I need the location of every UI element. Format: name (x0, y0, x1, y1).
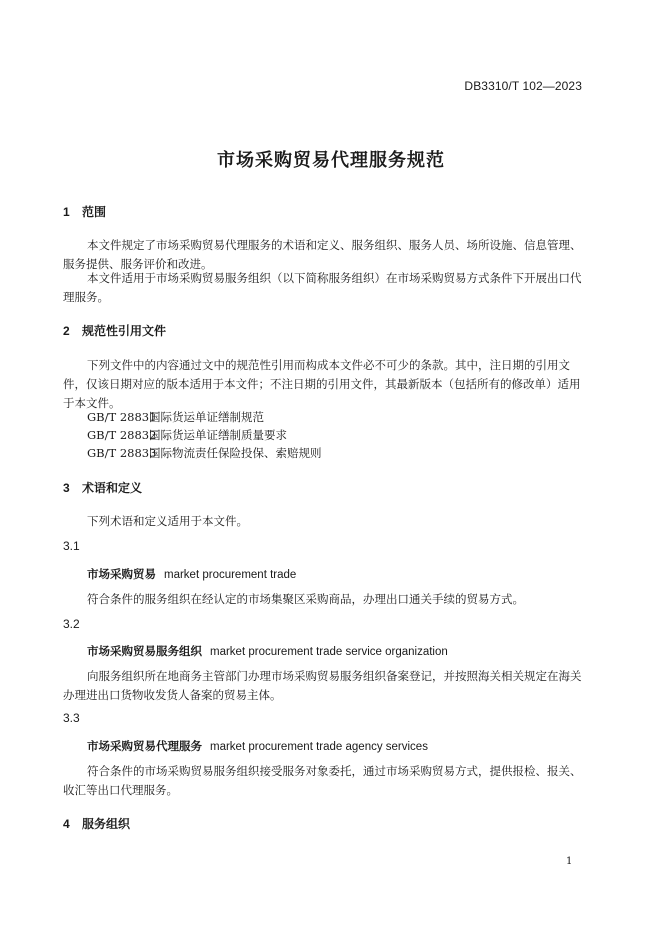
term-number: 3.3 (63, 711, 80, 725)
section-title: 范围 (82, 205, 107, 219)
section-heading-3 (63, 479, 142, 496)
term-definition: 符合条件的服务组织在经认定的市场集聚区采购商品，办理出口通关手续的贸易方式。 (87, 592, 524, 606)
term-zh: 市场采购贸易代理服务 (87, 741, 202, 753)
term-number: 3.2 (63, 617, 80, 631)
term-zh: 市场采购贸易 (87, 569, 156, 581)
term-number: 3.1 (63, 539, 80, 553)
section-heading-1 (63, 203, 106, 220)
term-en: market procurement trade service organization (210, 646, 448, 658)
paragraph: 下列文件中的内容通过文中的规范性引用而构成本文件必不可少的条款。其中，注日期的引用文件，仅该日期对应的版本适用于本文件；不注日期的引用文件，其最新版本（包括所有的修改单）适用于本文件。 (63, 358, 581, 410)
term-en: market procurement trade (164, 569, 297, 581)
term-zh: 市场采购贸易服务组织 (87, 646, 202, 658)
term-definition: 向服务组织所在地商务主管部门办理市场采购贸易服务组织备案登记，并按照海关相关规定在海关办理进出口货物收发货人备案的贸易主体。 (63, 669, 582, 702)
section-number: 1 (63, 205, 70, 219)
paragraph: 下列术语和定义适用于本文件。 (87, 514, 248, 528)
term-definition: 符合条件的市场采购贸易服务组织接受服务对象委托，通过市场采购贸易方式，提供报检、报关、收汇等出口代理服务。 (63, 764, 582, 797)
section-number: 3 (63, 481, 70, 495)
reference-item (87, 445, 322, 461)
section-number: 4 (63, 817, 70, 831)
term-entry (87, 566, 296, 582)
section-title: 术语和定义 (82, 481, 143, 495)
page-title: 市场采购贸易代理服务规范 (217, 150, 445, 170)
reference-code: GB/T 28831 (87, 410, 157, 424)
reference-title: 国际货运单证缮制质量要求 (149, 428, 287, 442)
term-entry (87, 643, 448, 659)
section-heading-4 (63, 815, 130, 832)
term-entry (87, 738, 428, 754)
document-code: DB3310/T 102—2023 (464, 79, 582, 93)
section-title: 规范性引用文件 (82, 324, 167, 338)
term-en: market procurement trade agency services (210, 741, 428, 753)
paragraph: 本文件规定了市场采购贸易代理服务的术语和定义、服务组织、服务人员、场所设施、信息管理、服务提供、服务评价和改进。 (63, 238, 582, 271)
reference-code: GB/T 28833 (87, 446, 157, 460)
reference-title: 国际物流责任保险投保、索赔规则 (149, 446, 322, 460)
reference-item (87, 427, 287, 443)
section-title: 服务组织 (82, 817, 131, 831)
reference-code: GB/T 28832 (87, 428, 157, 442)
reference-item (87, 409, 264, 425)
paragraph: 本文件适用于市场采购贸易服务组织（以下简称服务组织）在市场采购贸易方式条件下开展出口代理服务。 (63, 271, 582, 304)
reference-title: 国际货运单证缮制规范 (149, 410, 264, 424)
section-number: 2 (63, 324, 70, 338)
page-number: 1 (566, 856, 573, 867)
section-heading-2 (63, 322, 166, 339)
